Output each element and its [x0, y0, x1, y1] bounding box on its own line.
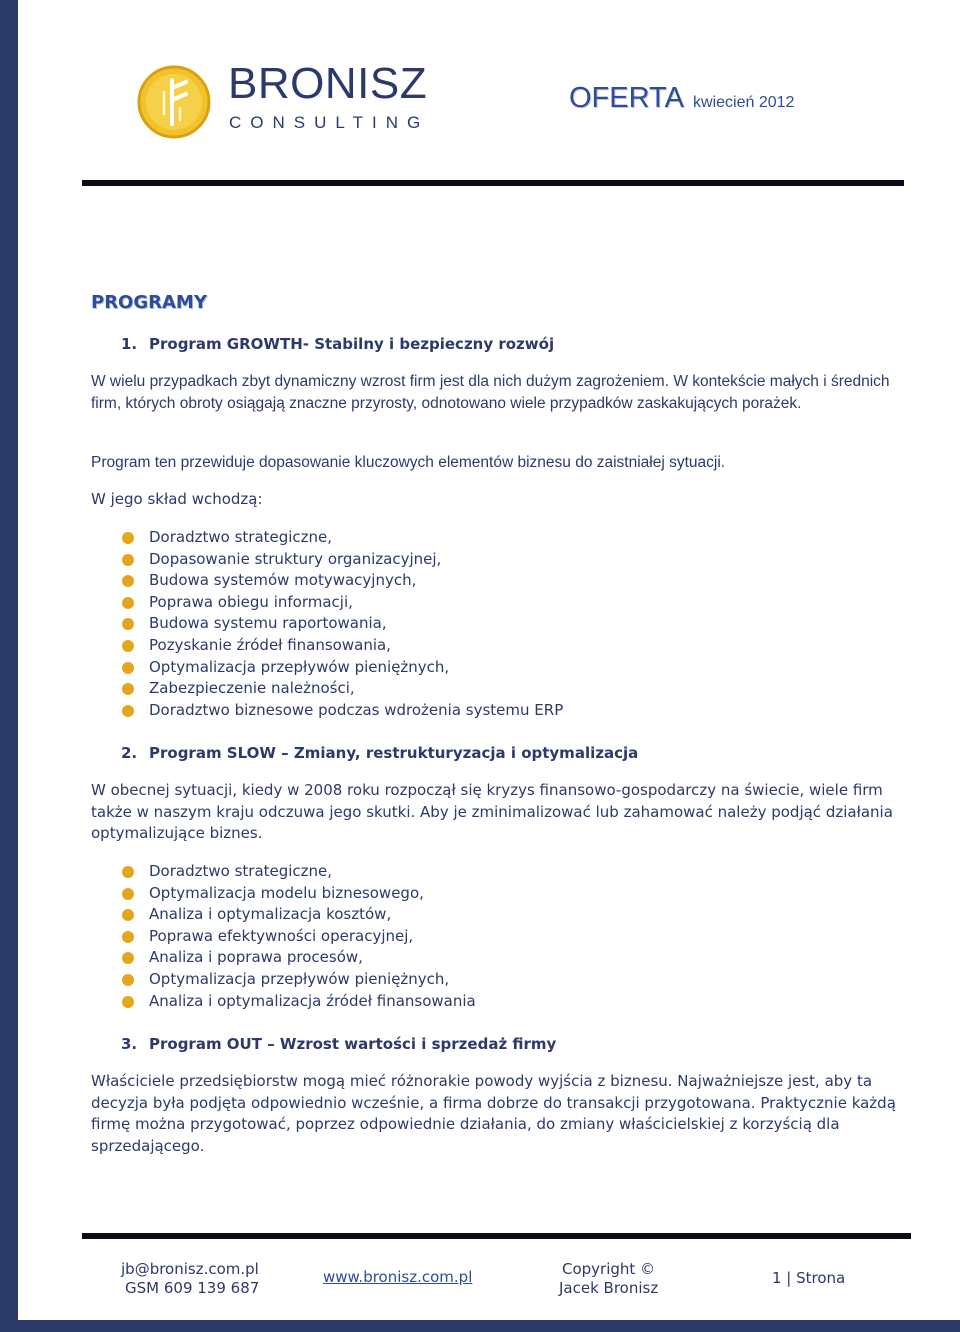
- list-item: [121, 883, 476, 905]
- program-2-paragraph-1: W obecnej sytuacji, kiedy w 2008 roku rozpoczął się kryzys finansowo-gospodarczy na świecie, wiele firm także w naszym kraju odczuwa jego skutki. Aby je zminimalizować lub zahamować należy podjąć działania optymalizujące biznes.: [91, 781, 893, 842]
- program-1-title: Program GROWTH- Stabilny i bezpieczny rozwój: [149, 335, 555, 353]
- list-item-label: Optymalizacja przepływów pieniężnych,: [149, 969, 450, 988]
- program-3-number: 3.: [121, 1035, 138, 1053]
- list-item: [121, 700, 563, 722]
- list-item: [121, 592, 563, 614]
- list-item-label: Zabezpieczenie należności,: [149, 679, 355, 698]
- list-item: [121, 678, 563, 700]
- bronisz-logo-icon: [136, 64, 212, 140]
- program-3-heading: [121, 1035, 556, 1053]
- bullet-icon: [122, 974, 134, 986]
- list-item: [121, 527, 563, 549]
- bullet-icon: [122, 640, 134, 652]
- section-title: PROGRAMY: [91, 292, 207, 313]
- offer-header: [569, 84, 794, 113]
- program-2-list: [121, 861, 476, 1012]
- program-3-paragraph-1: Właściciele przedsiębiorstw mogą mieć różnorakie powody wyjścia z biznesu. Najważniejsze jest, aby ta decyzja była podjęta odpowiednio wcześnie, a firma dobrze do transakcji przygotowana. Praktycznie każdą firmę można przygotować, poprzez odpowiednie działania, do zmiany właścicielskiej z korzyścią dla sprzedającego.: [91, 1072, 896, 1155]
- list-item: [121, 570, 563, 592]
- bullet-icon: [122, 597, 134, 609]
- bullet-icon: [122, 618, 134, 630]
- bullet-icon: [122, 888, 134, 900]
- list-item: [121, 991, 476, 1013]
- list-item: [121, 613, 563, 635]
- list-item: [121, 969, 476, 991]
- bullet-icon: [122, 866, 134, 878]
- bullet-icon: [122, 952, 134, 964]
- program-3-title: Program OUT – Wzrost wartości i sprzedaż firmy: [149, 1035, 557, 1053]
- list-item-label: Analiza i optymalizacja kosztów,: [149, 905, 392, 924]
- list-item-label: Dopasowanie struktury organizacyjnej,: [149, 549, 442, 568]
- program-1-list: [121, 527, 563, 721]
- list-item-label: Poprawa obiegu informacji,: [149, 592, 353, 611]
- footer-author: Jacek Bronisz: [559, 1279, 659, 1297]
- list-item-label: Budowa systemu raportowania,: [149, 614, 387, 633]
- bullet-icon: [122, 996, 134, 1008]
- list-item: [121, 635, 563, 657]
- list-item-label: Optymalizacja modelu biznesowego,: [149, 883, 424, 902]
- bullet-icon: [122, 931, 134, 943]
- list-item-label: Analiza i optymalizacja źródeł finansowania: [149, 991, 476, 1010]
- list-item: [121, 904, 476, 926]
- footer-email[interactable]: jb@bronisz.com.pl: [121, 1260, 259, 1278]
- program-1-paragraph-2: Program ten przewiduje dopasowanie kluczowych elementów biznesu do zaistniałej sytuacji.: [91, 454, 726, 471]
- list-item: [121, 926, 476, 948]
- footer-phone: GSM 609 139 687: [125, 1279, 260, 1297]
- list-item-label: Poprawa efektywności operacyjnej,: [149, 926, 414, 945]
- page-frame-left: [0, 0, 18, 1332]
- list-item-label: Doradztwo strategiczne,: [149, 862, 333, 880]
- brand-tagline: CONSULTING: [229, 113, 430, 132]
- bullet-icon: [122, 683, 134, 695]
- offer-title: OFERTA: [569, 82, 684, 114]
- bullet-icon: [122, 532, 134, 544]
- program-2-heading: [121, 744, 638, 762]
- list-item-label: Budowa systemów motywacyjnych,: [149, 571, 417, 590]
- bullet-icon: [122, 662, 134, 674]
- footer-rule: [82, 1233, 911, 1239]
- footer-copyright: Copyright ©: [562, 1260, 656, 1278]
- list-item: [121, 947, 476, 969]
- list-item: [121, 657, 563, 679]
- program-1-paragraph-3: W jego skład wchodzą:: [91, 490, 263, 508]
- list-item: [121, 861, 476, 883]
- bullet-icon: [122, 554, 134, 566]
- program-1-heading: [121, 335, 554, 353]
- offer-date: kwiecień 2012: [693, 94, 795, 111]
- list-item-label: Analiza i poprawa procesów,: [149, 948, 363, 967]
- header-rule: [82, 180, 904, 186]
- page-frame-bottom: [0, 1320, 960, 1332]
- program-2-title: Program SLOW – Zmiany, restrukturyzacja i optymalizacja: [149, 744, 639, 762]
- list-item: [121, 549, 563, 571]
- list-item-label: Doradztwo strategiczne,: [149, 528, 333, 546]
- program-1-number: 1.: [121, 335, 138, 353]
- brand-name: BRONISZ: [228, 59, 428, 108]
- bullet-icon: [122, 575, 134, 587]
- page-number: 1 | Strona: [772, 1269, 846, 1287]
- footer-website-link[interactable]: www.bronisz.com.pl: [323, 1268, 473, 1286]
- list-item-label: Pozyskanie źródeł finansowania,: [149, 635, 391, 654]
- bullet-icon: [122, 909, 134, 921]
- list-item-label: Doradztwo biznesowe podczas wdrożenia systemu ERP: [149, 700, 564, 719]
- list-item-label: Optymalizacja przepływów pieniężnych,: [149, 657, 450, 676]
- program-1-paragraph-1: W wielu przypadkach zbyt dynamiczny wzrost firm jest dla nich dużym zagrożeniem. W kontekście małych i średnich firm, których obroty osiągają znaczne przyrosty, odnotowano wiele przypadków zaskakujących porażek.: [91, 373, 890, 412]
- bullet-icon: [122, 705, 134, 717]
- program-2-number: 2.: [121, 744, 138, 762]
